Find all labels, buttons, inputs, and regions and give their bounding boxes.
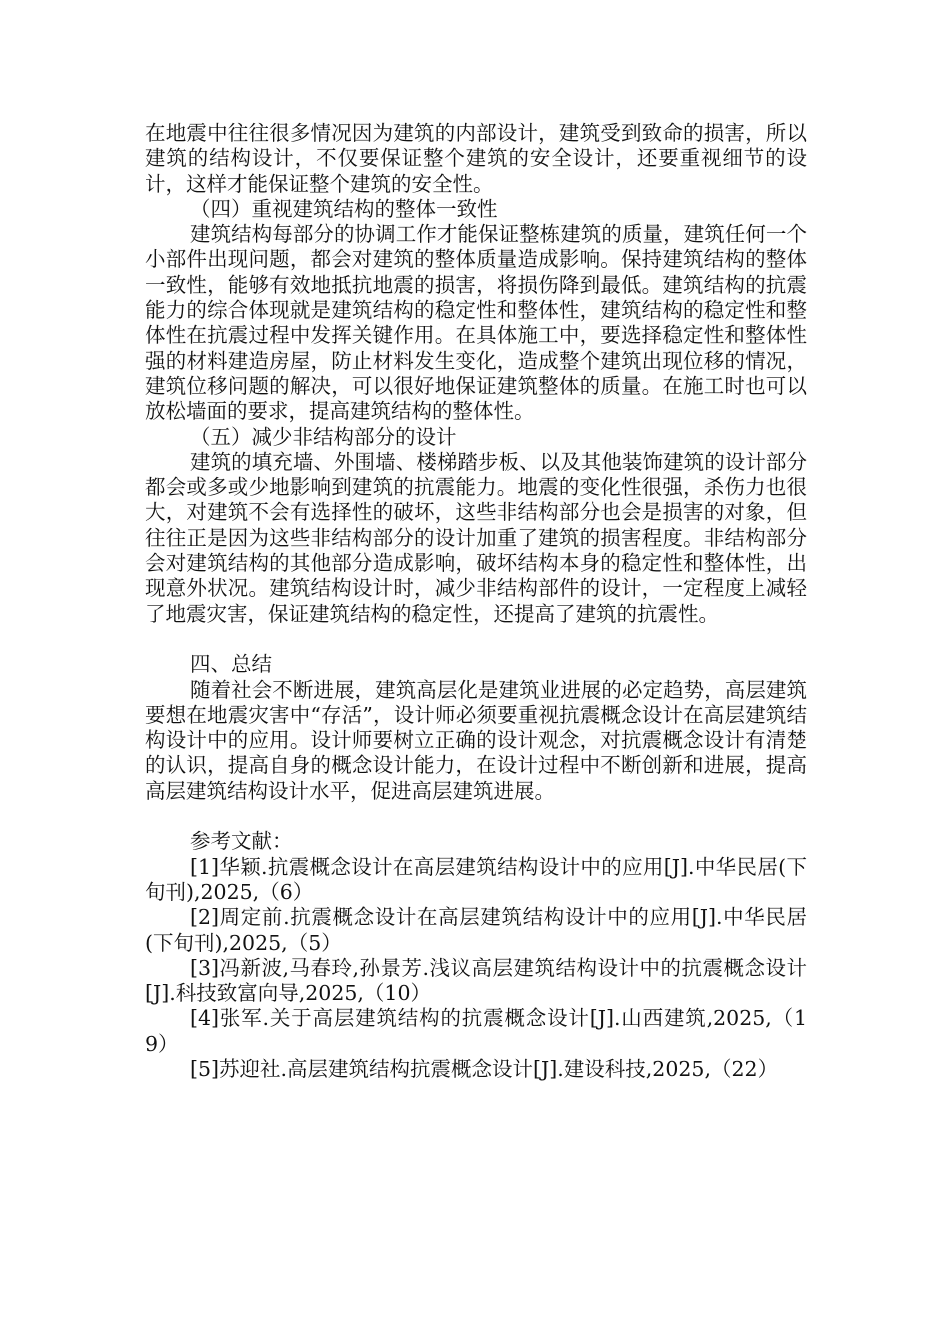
section-paragraph-5: 建筑的填充墙、外围墙、楼梯踏步板、以及其他装饰建筑的设计部分都会或多或少地影响到建筑的抗震能力。地震的变化性很强，杀伤力也很大，对建筑不会有选择性的破坏，这些非结构部分也会是损害的对象，但往往正是因为这些非结构部分的设计加重了建筑的损害程度。非结构部分会对建筑结构的其他部分造成影响，破坏结构本身的稳定性和整体性，出现意外状况。建筑结构设计时，减少非结构部件的设计，一定程度上减轻了地震灾害，保证建筑结构的稳定性，还提高了建筑的抗震性。 — [145, 449, 807, 626]
intro-paragraph: 在地震中往往很多情况因为建筑的内部设计，建筑受到致命的损害，所以建筑的结构设计，不仅要保证整个建筑的安全设计，还要重视细节的设计，这样才能保证整个建筑的安全性。 — [145, 121, 807, 196]
section-paragraph-4: 建筑结构每部分的协调工作才能保证整栋建筑的质量，建筑任何一个小部件出现问题，都会对建筑的整体质量造成影响。保持建筑结构的整体一致性，能够有效地抵抗地震的损害，将损伤降到最低。建筑结构的抗震能力的综合体现就是建筑结构的稳定性和整体性，建筑结构的稳定性和整体性在抗震过程中发挥关键作用。在具体施工中，要选择稳定性和整体性强的材料建造房屋，防止材料发生变化，造成整个建筑出现位移的情况，建筑位移问题的解决，可以很好地保证建筑整体的质量。在施工时也可以放松墙面的要求，提高建筑结构的整体性。 — [145, 222, 807, 424]
summary-paragraph: 随着社会不断进展，建筑高层化是建筑业进展的必定趋势，高层建筑要想在地震灾害中“存活”，设计师必须要重视抗震概念设计在高层建筑结构设计中的应用。设计师要树立正确的设计观念，对抗震概念设计有清楚的认识，提高自身的概念设计能力，在设计过程中不断创新和进展，提高高层建筑结构设计水平，促进高层建筑进展。 — [145, 677, 807, 803]
spacer — [145, 627, 807, 652]
references-heading: 参考文献： — [190, 829, 293, 854]
section-heading-5: （五）减少非结构部分的设计 — [190, 424, 457, 449]
summary-heading: 四、总结 — [190, 652, 272, 677]
reference-item: [3]冯新波,马春玲,孙景芳.浅议高层建筑结构设计中的抗震概念设计[J].科技致富向导,2025,（10） — [145, 955, 807, 1006]
reference-item: [1]华颖.抗震概念设计在高层建筑结构设计中的应用[J].中华民居(下旬刊),2025,（6） — [145, 854, 807, 904]
spacer — [145, 804, 807, 829]
document-body — [145, 121, 807, 1082]
reference-item: [2]周定前.抗震概念设计在高层建筑结构设计中的应用[J].中华民居(下旬刊),2025,（5） — [145, 905, 807, 955]
section-heading-4: （四）重视建筑结构的整体一致性 — [190, 196, 498, 221]
reference-item: [5]苏迎社.高层建筑结构抗震概念设计[J].建设科技,2025,（22） — [190, 1056, 779, 1081]
references-list — [145, 855, 807, 1083]
reference-item: [4]张军.关于高层建筑结构的抗震概念设计[J].山西建筑,2025,（19） — [145, 1006, 807, 1056]
